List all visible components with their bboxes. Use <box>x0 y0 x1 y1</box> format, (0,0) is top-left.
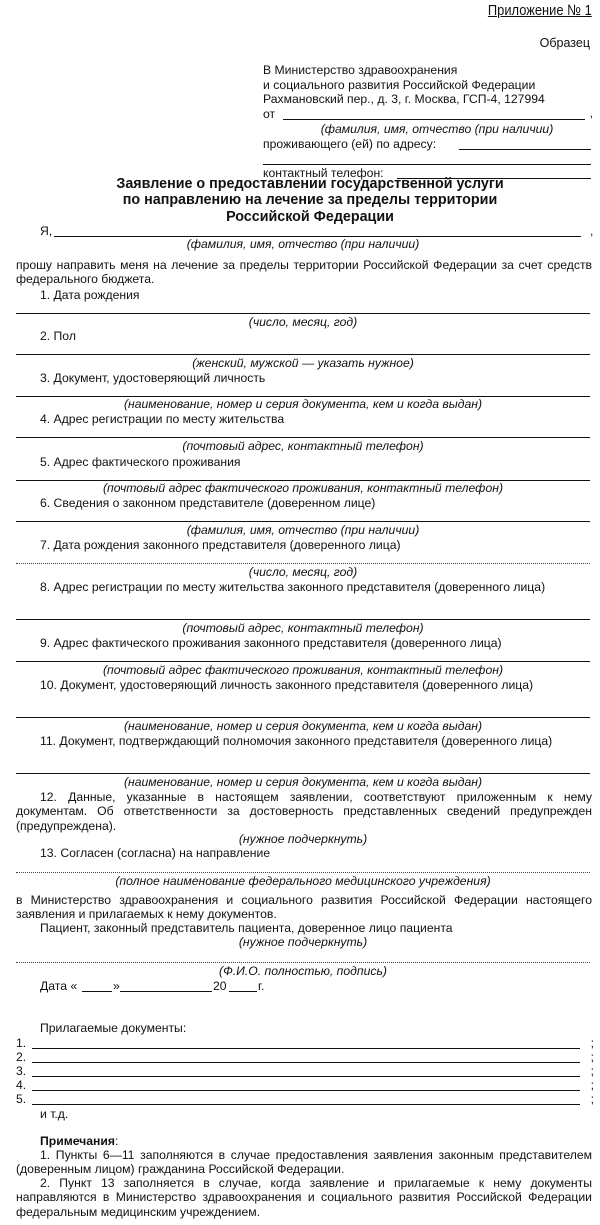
attachments-title: Прилагаемые документы: <box>40 1021 187 1035</box>
from-label: от <box>263 106 276 121</box>
field-2-caption: (женский, мужской — указать нужное) <box>192 356 414 370</box>
date-month-field[interactable] <box>120 979 212 992</box>
residence-field[interactable] <box>459 137 591 150</box>
request-text: прошу направить меня на лечение за пределы территории Российской Федерации за счет средств федерального бюджета. <box>16 258 592 287</box>
field-11-input[interactable] <box>16 762 590 774</box>
application-form: Приложение № 1 Образец В Министерство здравоохранения и социального развития Российской Федерации Рахмановский пер., д. 3, г. Москва, ГСП-4, 127994 от , (фамилия, имя, отчество (при наличии) проживающего (ей) по адресу: контактный телефон: Заявление о предоставлении государственной услуги по направлению на лечение за пределы территории Российской Федерации Я, , (фамилия, имя, отчество (при наличии) прошу направить меня на лечение за пределы территории Российской Федерации за счет средств федерального бюджета. 1. Дата рождения (число, месяц, год) 2. Пол (женский, мужской — указать нужное) 3. Документ, удостоверяющий личность (наименование, номер и серия документа, кем и когда выдан) 4. Адрес регистрации по месту жительства (почтовый адрес, контактный телефон) 5. Адрес фактического проживания (почтовый адрес фактического проживания, контактный телефон) 6. Сведения о законном представителе (доверенном лице) (фамилия, имя, отчество (при наличии) 7. Дата рождения законного представителя (доверенного лица) (число, месяц, год) 8. Адрес регистрации по месту жительства законного представителя (доверенного лица) (почтовый адрес, контактный телефон) 9. Адрес фактического проживания законного представителя (доверенного лица) (почтовый адрес фактического проживания, контактный телефон) 10. Документ, удостоверяющий личность законного представителя (доверенного лица) (наименование, номер и серия документа, кем и когда выдан) 11. Документ, подтверждающий полномочия законного представителя (доверенного лица) (наименование, номер и серия документа, кем и когда выдан) 12. Данные, указанные в настоящем заявлении, соответствуют приложенным к нему документам. Об ответственности за достоверность представленных сведений предупрежден (предупреждена). (нужное подчеркнуть) 13. Согласен (согласна) на направление (полное наименование федерального медицинского учреждения) в Министерство здравоохранения и социального развития Российской Федерации настоящего заявления и прилагаемых к нему документов. Пациент, законный представитель пациента, доверенное лицо пациента (нужное подчеркнуть) (Ф.И.О. полностью, подпись) Дата « » 20 г. Прилагаемые документы: 1. ; 2. ; 3. ; 4. ; 5. ; и т.д. Примечания: 1. Пункты 6—11 заполняются в случае предоставления заявления законным представителем (доверенным лицом) гражданина Российской Федерации. 2. Пункт 13 заполняется в случае, когда заявление и прилагаемые к нему документы направляются в Министерство здравоохранения и социального развития Российской Федерации федеральным медицинским учреждением. <box>16 2 594 1219</box>
field-1-caption: (число, месяц, год) <box>248 315 358 329</box>
signer-type: Пациент, законный представитель пациента, доверенное лицо пациента <box>40 921 453 935</box>
notes-title: Примечания: <box>40 1134 119 1148</box>
date-day-field[interactable] <box>82 979 112 992</box>
note-2: 2. Пункт 13 заполняется в случае, когда заявление и прилагаемые к нему документы направляются в Министерство здравоохранения и социального развития Российской Федерации федеральным медицинским учреждением. <box>16 1176 592 1219</box>
field-4-input[interactable] <box>16 426 590 438</box>
appendix-label: Приложение № 1 <box>488 2 592 19</box>
field-9-caption: (почтовый адрес фактического проживания, контактный телефон) <box>102 663 503 677</box>
field-10-input[interactable] <box>16 706 590 718</box>
recipient-line-2: и социального развития Российской Федерации <box>263 77 536 92</box>
field-1-input[interactable] <box>16 302 590 314</box>
field-7-input[interactable] <box>16 552 590 564</box>
field-5-input[interactable] <box>16 469 590 481</box>
field-3-label: 3. Документ, удостоверяющий личность <box>40 371 266 385</box>
attachment-field[interactable] <box>32 1048 580 1049</box>
attachment-field[interactable] <box>32 1062 580 1063</box>
residence-field-2[interactable] <box>263 152 591 165</box>
date-label: Дата « <box>40 979 78 993</box>
phone-label: контактный телефон: <box>263 165 384 180</box>
note-1: 1. Пункты 6—11 заполняются в случае предоставления заявления законным представителем (доверенным лицом) гражданина Российской Федерации. <box>16 1148 592 1177</box>
signature-caption: (Ф.И.О. полностью, подпись) <box>219 964 387 978</box>
field-13-text: в Министерство здравоохранения и социального развития Российской Федерации настоящего заявления и прилагаемых к нему документов. <box>16 893 592 922</box>
applicant-fio-field[interactable] <box>54 224 581 237</box>
field-6-label: 6. Сведения о законном представителе (доверенном лице) <box>40 496 376 510</box>
attachment-row: 3. ; <box>16 1064 594 1078</box>
field-13-caption: (полное наименование федерального медицинского учреждения) <box>115 874 491 888</box>
from-row: от , <box>263 105 593 121</box>
field-2-input[interactable] <box>16 343 590 355</box>
date-year-field[interactable] <box>229 979 257 992</box>
field-13-label: 13. Согласен (согласна) на направление <box>40 846 271 860</box>
field-6-input[interactable] <box>16 510 590 522</box>
attachment-row: 1. ; <box>16 1036 594 1050</box>
field-3-caption: (наименование, номер и серия документа, кем и когда выдан) <box>123 397 483 411</box>
residence-row-2 <box>263 152 593 166</box>
applicant-i-label: Я, <box>40 224 53 238</box>
field-4-label: 4. Адрес регистрации по месту жительства <box>40 412 285 426</box>
field-5-label: 5. Адрес фактического проживания <box>40 455 241 469</box>
field-11-caption: (наименование, номер и серия документа, кем и когда выдан) <box>123 775 483 789</box>
attachment-field[interactable] <box>32 1090 580 1091</box>
field-8-input[interactable] <box>16 608 590 620</box>
document-title: Заявление о предоставлении государственной услуги по направлению на лечение за пределы территории Российской Федерации <box>116 176 504 225</box>
signer-type-caption: (нужное подчеркнуть) <box>238 935 368 949</box>
field-6-caption: (фамилия, имя, отчество (при наличии) <box>186 523 420 537</box>
field-13-input[interactable] <box>16 861 590 873</box>
field-10-caption: (наименование, номер и серия документа, кем и когда выдан) <box>123 719 483 733</box>
attachment-field[interactable] <box>32 1076 580 1077</box>
sample-label: Образец <box>539 36 590 50</box>
field-7-caption: (число, месяц, год) <box>248 565 358 579</box>
field-5-caption: (почтовый адрес фактического проживания, контактный телефон) <box>102 481 503 495</box>
field-9-input[interactable] <box>16 650 590 662</box>
field-12-caption: (нужное подчеркнуть) <box>238 832 368 846</box>
field-3-input[interactable] <box>16 385 590 397</box>
field-11-label: 11. Документ, подтверждающий полномочия законного представителя (доверенного лица) <box>40 734 553 748</box>
attachment-field[interactable] <box>32 1104 580 1105</box>
field-1-label: 1. Дата рождения <box>40 288 140 302</box>
attachment-row: 5. ; <box>16 1092 594 1106</box>
from-field[interactable] <box>283 107 585 120</box>
residence-row <box>263 137 593 152</box>
applicant-fio-caption: (фамилия, имя, отчество (при наличии) <box>186 237 420 251</box>
field-4-caption: (почтовый адрес, контактный телефон) <box>182 439 424 453</box>
field-8-label: 8. Адрес регистрации по месту жительства законного представителя (доверенного лица) <box>40 580 546 594</box>
recipient-line-3: Рахмановский пер., д. 3, г. Москва, ГСП-4, 127994 <box>263 92 545 107</box>
attachment-row: 4. ; <box>16 1078 594 1092</box>
field-12-text: 12. Данные, указанные в настоящем заявлении, соответствуют приложенным к нему документам. Об ответственности за достоверность представленных сведений предупрежден (предупреждена). <box>16 790 592 833</box>
field-2-label: 2. Пол <box>40 329 76 343</box>
field-10-label: 10. Документ, удостоверяющий личность законного представителя (доверенного лица) <box>40 678 534 692</box>
residence-label: проживающего (ей) по адресу: <box>263 136 437 151</box>
attachment-row: 2. ; <box>16 1050 594 1064</box>
from-caption: (фамилия, имя, отчество (при наличии) <box>320 121 554 136</box>
field-8-caption: (почтовый адрес, контактный телефон) <box>182 621 424 635</box>
field-9-label: 9. Адрес фактического проживания законного представителя (доверенного лица) <box>40 636 502 650</box>
recipient-block <box>263 63 593 181</box>
attachments-etc: и т.д. <box>40 1107 69 1121</box>
recipient-line-1: В Министерство здравоохранения <box>263 63 458 77</box>
signature-field[interactable] <box>16 951 590 963</box>
field-7-label: 7. Дата рождения законного представителя (доверенного лица) <box>40 538 401 552</box>
